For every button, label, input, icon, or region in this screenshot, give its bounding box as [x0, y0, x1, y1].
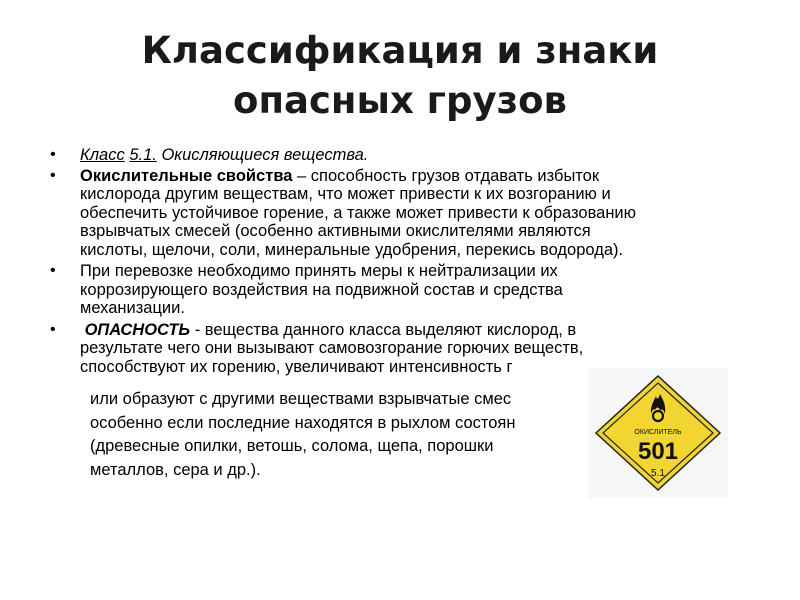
slide-title — [0, 26, 800, 126]
class-label: Класс — [80, 146, 125, 164]
danger-text-1: - вещества данного класса выделяют кислород, в — [190, 320, 577, 339]
oxidizing-text-2: кислорода другим веществам, что может привести к их возгоранию и — [80, 185, 611, 203]
bullet-oxidizing-properties — [48, 167, 738, 260]
oxidizing-text-5: кислоты, щелочи, соли, минеральные удобрения, перекись водорода). — [80, 240, 624, 259]
continuation-line-4: металлов, сера и др.). — [90, 460, 261, 479]
continuation-line-1: или образуют с другими веществами взрывчатые смес — [90, 390, 512, 408]
title-line-1: Классификация и знаки — [141, 29, 659, 72]
oxidizing-text-1: – способность грузов отдавать избыток — [292, 166, 600, 185]
class-number: 5.1. — [129, 146, 157, 164]
bullet-class — [48, 146, 738, 165]
danger-text-3: способствуют их горению, увеличивают интенсивность г — [80, 357, 513, 376]
danger-continuation — [90, 388, 590, 482]
bullet-transport-measures — [48, 262, 738, 318]
measures-text-2: коррозирующего воздействия на подвижной состав и средства — [80, 280, 563, 299]
oxidizing-text-3: обеспечить устойчивое горение, а также может привести к образованию — [80, 203, 637, 222]
hazard-sign-image — [588, 368, 728, 498]
measures-text-3: механизации. — [80, 299, 185, 317]
danger-text-2: результате чего они вызывают самовозгорание горючих веществ, — [80, 339, 584, 357]
oxidizing-text-4: взрывчатых смесей (особенно активными окислителями являются — [80, 222, 591, 240]
title-line-2: опасных грузов — [233, 79, 567, 122]
measures-text-1: При перевозке необходимо принять меры к нейтрализации их — [80, 262, 558, 280]
sign-class: 5.1 — [651, 468, 665, 479]
oxidizing-term: Окислительные свойства — [80, 166, 293, 185]
sign-code: 501 — [637, 438, 679, 465]
hazard-diamond — [588, 368, 728, 498]
bullet-list — [48, 146, 738, 379]
continuation-line-2: особенно если последние находятся в рыхлом состоян — [90, 413, 516, 432]
class-name: Окисляющиеся вещества. — [161, 146, 369, 164]
sign-label: ОКИСЛИТЕЛЬ — [634, 429, 682, 436]
danger-term: ОПАСНОСТЬ — [84, 320, 191, 339]
continuation-line-3: (древесные опилки, ветошь, солома, щепа, порошки — [90, 437, 494, 455]
